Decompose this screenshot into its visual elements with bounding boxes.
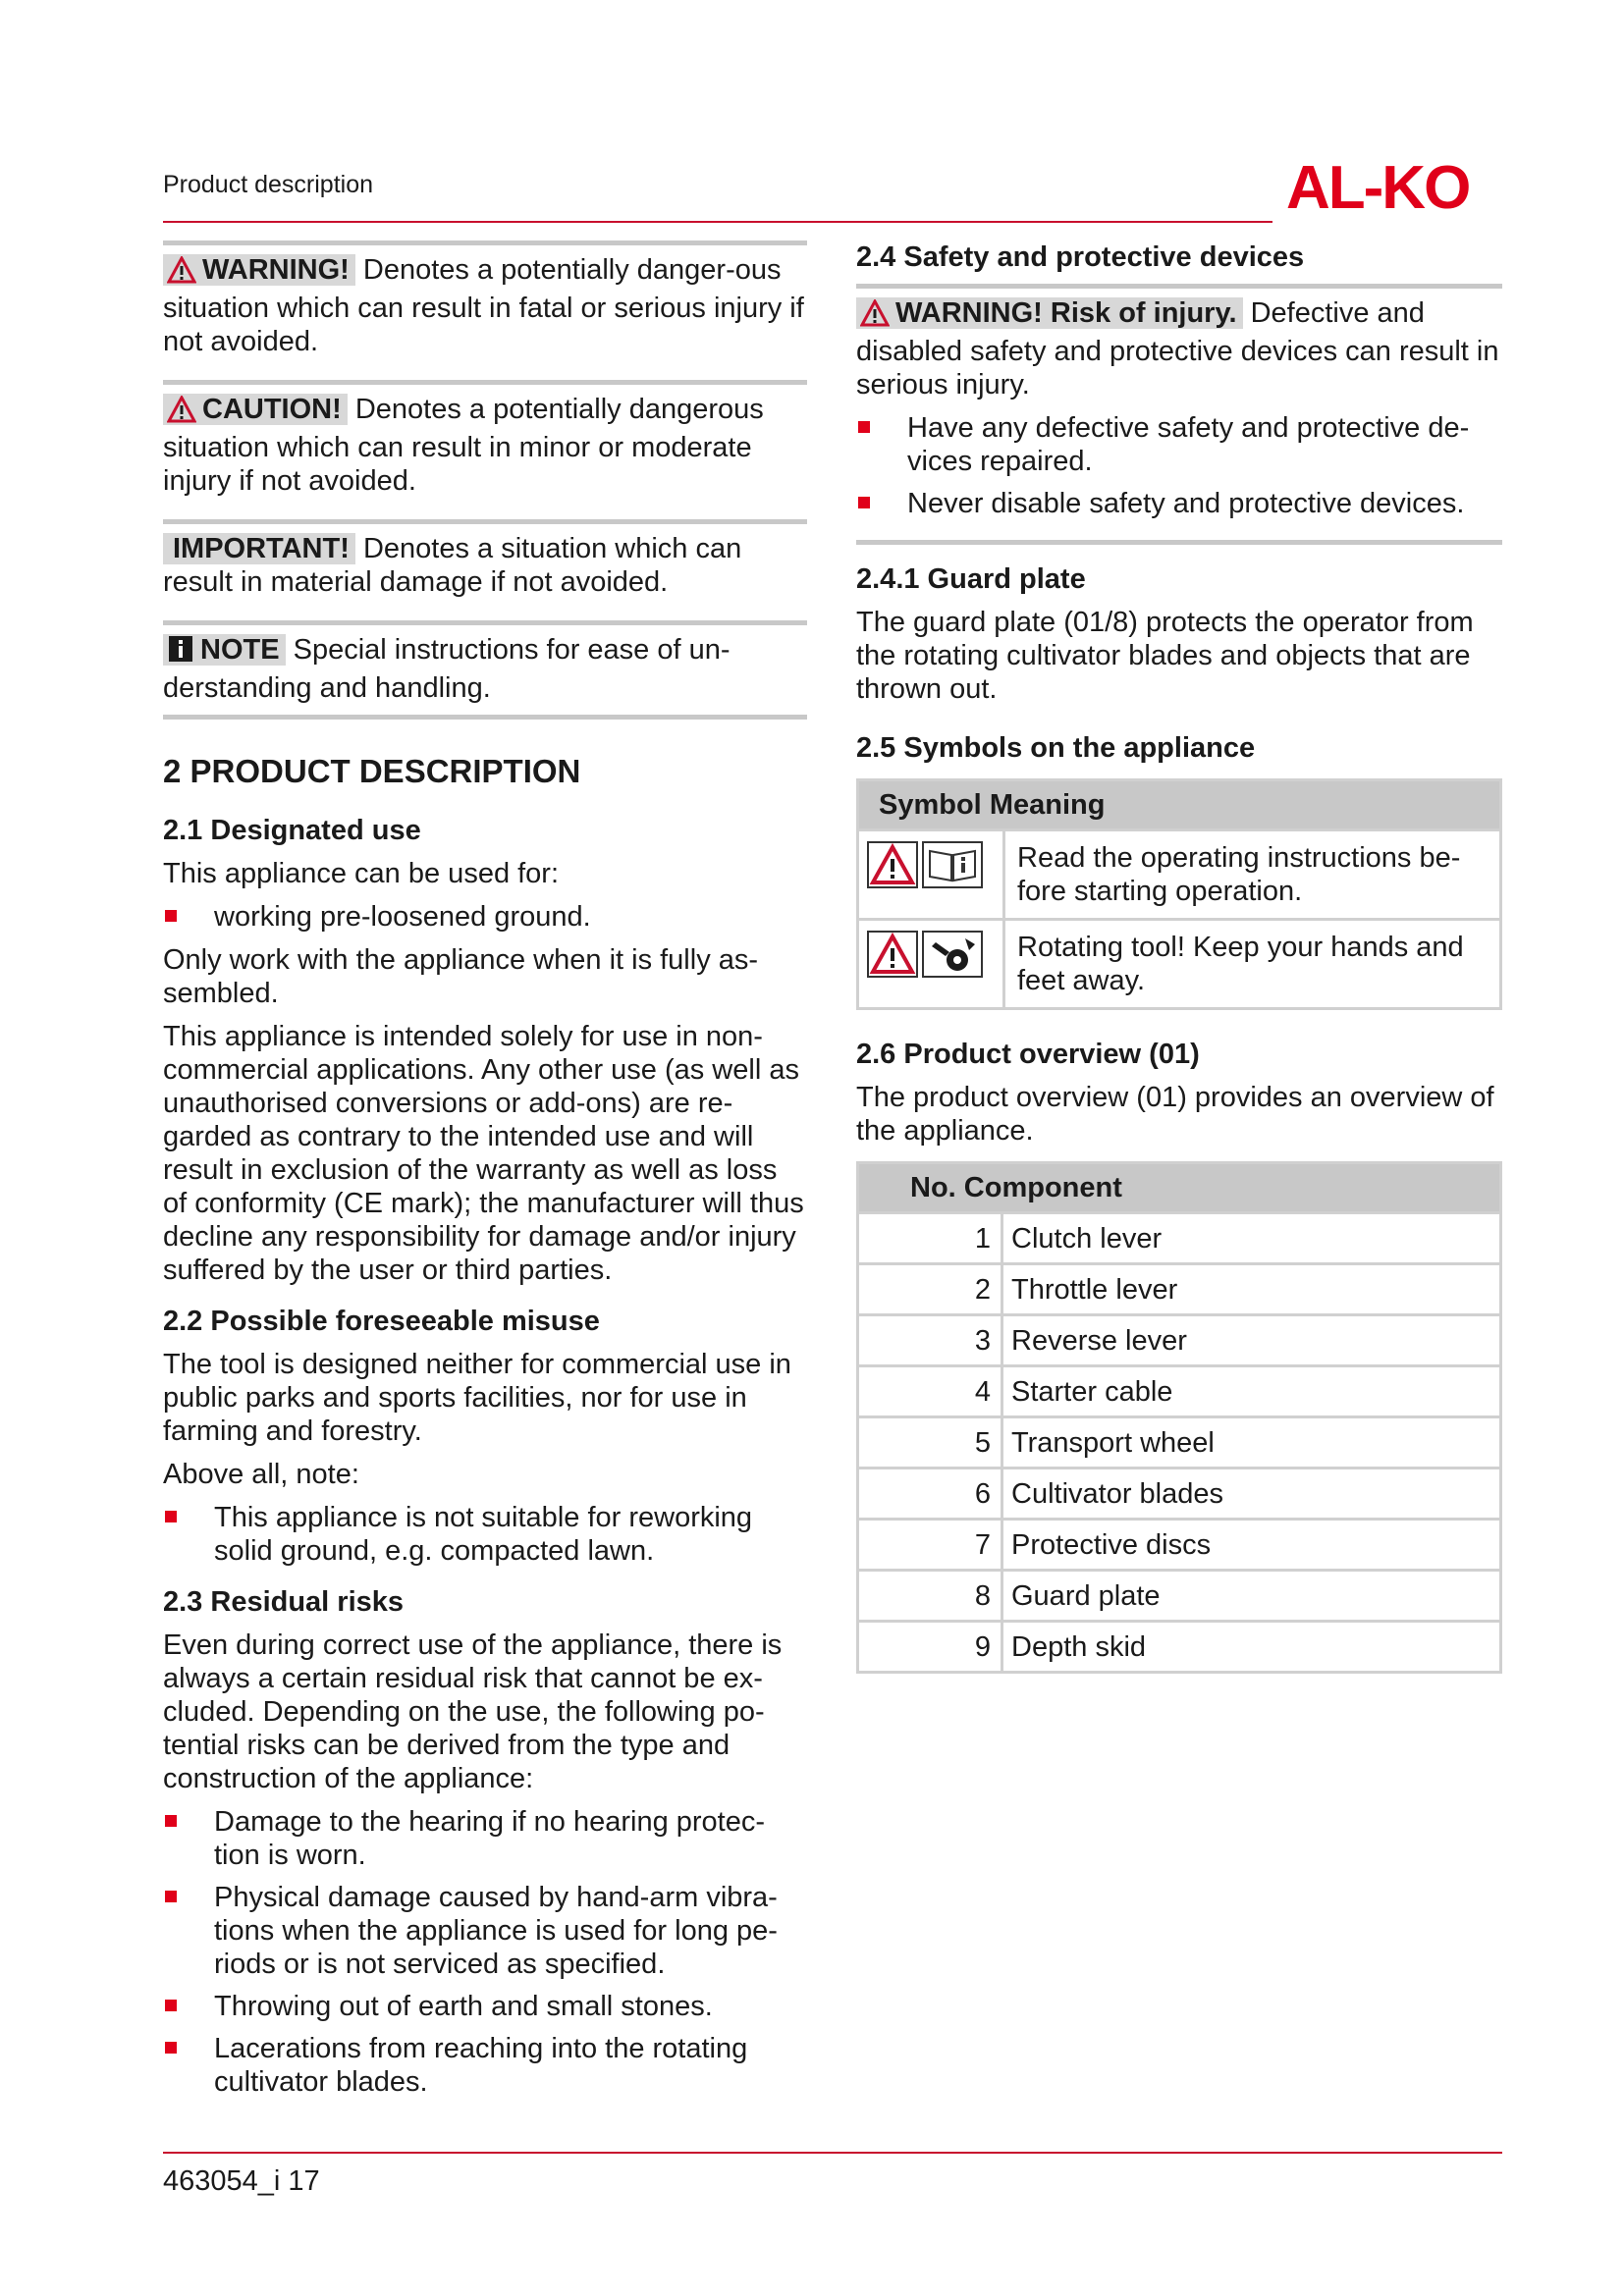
notice-label-text: CAUTION!	[202, 394, 342, 425]
table-row	[858, 1213, 1501, 1264]
table-row	[858, 1264, 1501, 1315]
notice-label-text: WARNING!	[895, 297, 1043, 329]
notice-text: Defective and disabled safety and protective devices can result in serious injury.	[856, 297, 1499, 400]
section-2-3-title: 2.3 Residual risks	[163, 1586, 405, 1618]
table-row	[858, 1417, 1501, 1468]
symbol-cell	[858, 830, 1004, 920]
components-table	[856, 1161, 1502, 1674]
warning-triangle-icon	[867, 931, 918, 986]
list-item: Never disable safety and protective devices.	[856, 487, 1502, 520]
notice-note	[163, 620, 807, 720]
paragraph: The guard plate (01/8) protects the operator from the rotating cultivator blades and objects that are thrown out.	[856, 607, 1474, 705]
running-header: Product description	[163, 171, 374, 198]
notice-label-text: WARNING!	[202, 254, 350, 286]
notice-text: Denotes a potentially dangerous situation which can result in minor or moderate injury if not avoided.	[163, 394, 764, 497]
table-header	[858, 780, 1501, 830]
table-header	[858, 1163, 1501, 1213]
header-meaning: Meaning	[989, 789, 1106, 821]
paragraph: This appliance is intended solely for use in non-commercial applications. Any other use (as well as unauthorised conversions or add-ons) are re-garded as contrary to the intended use and will result in exclusion of the warranty as well as loss of conformity (CE mark); the manufacturer will thus decline any responsibility for damage and/or injury suffered by the user or third parties.	[163, 1021, 804, 1286]
component-number: 8	[858, 1571, 1002, 1622]
notice-strong: Risk of injury.	[1050, 297, 1237, 329]
section-2-4-title: 2.4 Safety and protective devices	[856, 241, 1305, 273]
component-name: Cultivator blades	[1002, 1468, 1501, 1520]
left-column	[163, 240, 807, 2109]
bullet-list	[856, 411, 1502, 520]
table-row	[858, 1571, 1501, 1622]
component-name: Reverse lever	[1002, 1315, 1501, 1366]
component-number: 5	[858, 1417, 1002, 1468]
component-name: Depth skid	[1002, 1622, 1501, 1673]
notice-label-text: NOTE	[200, 634, 280, 666]
notice-caution	[163, 380, 807, 507]
table-row	[858, 1520, 1501, 1571]
table-row	[858, 920, 1501, 1009]
list-item: This appliance is not suitable for reworking solid ground, e.g. compacted lawn.	[163, 1501, 807, 1568]
paragraph: Even during correct use of the appliance, there is always a certain residual risk that cannot be ex-cluded. Depending on the use, the following po-tential risks can be derived from the type and construction of the appliance:	[163, 1629, 783, 1794]
component-name: Protective discs	[1002, 1520, 1501, 1571]
bullet-list	[163, 1501, 807, 1568]
logo-text: AL-KO	[1286, 157, 1470, 216]
notice-text: Denotes a situation which can result in material damage if not avoided.	[163, 533, 742, 598]
list-item: Damage to the hearing if no hearing protec-tion is worn.	[163, 1805, 807, 1872]
paragraph: The product overview (01) provides an overview of the appliance.	[856, 1082, 1494, 1147]
warning-triangle-icon	[167, 396, 196, 431]
component-name: Starter cable	[1002, 1366, 1501, 1417]
list-item: Lacerations from reaching into the rotating cultivator blades.	[163, 2032, 807, 2099]
right-column	[856, 240, 1502, 1701]
warning-triangle-icon	[167, 256, 196, 292]
table-header-row	[858, 780, 1501, 830]
table-row	[858, 1315, 1501, 1366]
paragraph: The tool is designed neither for commercial use in public parks and sports facilities, nor for use in farming and forestry.	[163, 1349, 791, 1447]
component-number: 1	[858, 1213, 1002, 1264]
notice-text: Special instructions for ease of un-derstanding and handling.	[163, 634, 731, 704]
component-number: 3	[858, 1315, 1002, 1366]
component-name: Clutch lever	[1002, 1213, 1501, 1264]
component-name: Guard plate	[1002, 1571, 1501, 1622]
section-2-2-title: 2.2 Possible foreseeable misuse	[163, 1306, 600, 1337]
section-2-1-title: 2.1 Designated use	[163, 815, 421, 846]
table-row	[858, 830, 1501, 920]
component-number: 4	[858, 1366, 1002, 1417]
notice-warning	[163, 240, 807, 368]
symbol-cell	[858, 920, 1004, 1009]
list-item: Throwing out of earth and small stones.	[163, 1990, 807, 2023]
component-number: 7	[858, 1520, 1002, 1571]
alko-logo-icon	[1286, 157, 1492, 216]
page-footer: 463054_i 17	[163, 2165, 320, 2197]
bullet-list	[163, 900, 807, 934]
list-item: working pre-loosened ground.	[163, 900, 807, 934]
table-row	[858, 1468, 1501, 1520]
list-item: Have any defective safety and protective de-vices repaired.	[856, 411, 1502, 478]
section-2-6-title: 2.6 Product overview (01)	[856, 1039, 1200, 1070]
paragraph: Above all, note:	[163, 1459, 359, 1490]
component-name: Transport wheel	[1002, 1417, 1501, 1468]
section-2-4-1-title: 2.4.1 Guard plate	[856, 563, 1086, 595]
chapter-title: 2 PRODUCT DESCRIPTION	[163, 753, 581, 789]
section-2-5-title: 2.5 Symbols on the appliance	[856, 732, 1256, 764]
paragraph: This appliance can be used for:	[163, 858, 560, 889]
list-item: Physical damage caused by hand-arm vibra-tions when the appliance is used for long pe-riods or is not serviced as specified.	[163, 1881, 807, 1981]
header-component: Component	[963, 1172, 1122, 1203]
info-icon	[167, 634, 194, 671]
notice-label	[163, 394, 348, 425]
notice-label	[163, 254, 355, 286]
meaning-cell: Read the operating instructions be-fore starting operation.	[1004, 830, 1501, 920]
header-symbol: Symbol	[879, 789, 982, 821]
notice-important	[163, 519, 807, 609]
meaning-cell: Rotating tool! Keep your hands and feet away.	[1004, 920, 1501, 1009]
bullet-list	[163, 1805, 807, 2099]
notice-warning-safety	[856, 284, 1502, 545]
warning-triangle-icon	[867, 841, 918, 896]
notice-label: IMPORTANT!	[163, 533, 355, 564]
warning-triangle-icon	[860, 299, 890, 335]
table-header-row	[858, 1163, 1501, 1213]
brand-logo	[1286, 157, 1492, 231]
table-row	[858, 1366, 1501, 1417]
component-number: 2	[858, 1264, 1002, 1315]
header-rule	[163, 221, 1272, 223]
component-number: 6	[858, 1468, 1002, 1520]
component-number: 9	[858, 1622, 1002, 1673]
header-no: No.	[910, 1172, 956, 1203]
table-row	[858, 1622, 1501, 1673]
footer-rule	[163, 2152, 1502, 2154]
notice-label	[163, 634, 286, 666]
paragraph: Only work with the appliance when it is fully as-sembled.	[163, 944, 759, 1009]
notice-label	[856, 297, 1243, 329]
notice-text: Denotes a potentially danger-ous situation which can result in fatal or serious injury if not avoided.	[163, 254, 804, 357]
symbols-table	[856, 778, 1502, 1010]
manual-info-icon	[922, 841, 983, 896]
component-name: Throttle lever	[1002, 1264, 1501, 1315]
rotating-tool-icon	[922, 931, 983, 986]
